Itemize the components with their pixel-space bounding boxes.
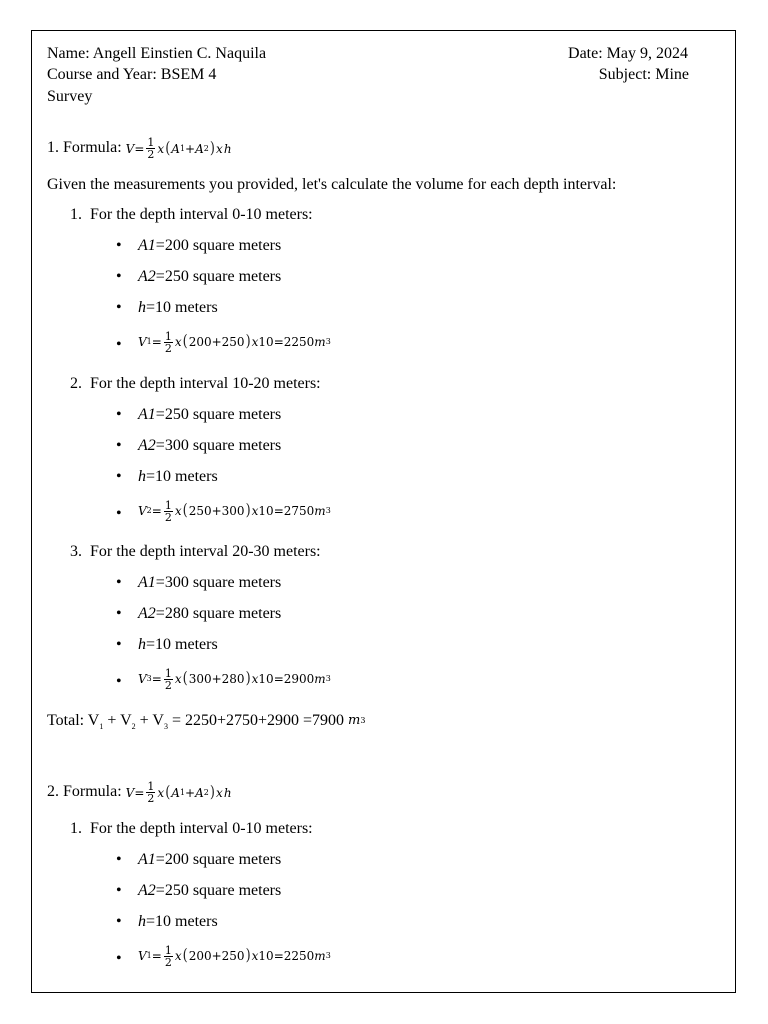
area-2-value: 300 square meters <box>164 437 282 454</box>
area-2-value: 250 square meters <box>164 882 282 899</box>
date: Date: May 9, 2024 <box>568 45 688 62</box>
bullet: • <box>116 437 122 454</box>
intro-text: Given the measurements you provided, let's calculate the volume for each depth interval: <box>47 176 617 193</box>
area-2-value: 280 square meters <box>164 605 282 622</box>
volume-result: 2250 <box>283 949 315 964</box>
interval-number: 3. <box>70 543 82 560</box>
bullet: • <box>116 605 122 622</box>
total-line: Total: $V_1 + V_2 + V_3 = 2250+2750+2900 =7900$ m 3 <box>47 712 366 732</box>
interval-title: For the depth interval 0-10 meters: <box>90 206 313 223</box>
total-values: = 2250+2750+2900 =7900 <box>167 712 349 729</box>
interval-title: For the depth interval 20-30 meters: <box>90 543 321 560</box>
total-prefix: Total: V <box>47 712 100 729</box>
volume-equation: V 2 = $\frac{1}{2}$ x ( 250+300 ) x 10= 2750 m 3 <box>138 496 331 526</box>
interval-number: 1. <box>70 820 82 837</box>
height-line: h=10 meters <box>138 468 218 485</box>
volume-result: 2900 <box>283 672 315 687</box>
area-1-line: A1=300 square meters <box>138 574 282 591</box>
volume-sum: 200+250 <box>188 335 245 350</box>
bullet: • <box>116 636 122 653</box>
volume-equation: V 1 = $\frac{1}{2}$ x ( 200+250 ) x 10= 2250 m 3 <box>138 941 331 971</box>
interval-title: For the depth interval 0-10 meters: <box>90 820 313 837</box>
bullet: • <box>116 336 122 353</box>
area-1-line: A1=200 square meters <box>138 237 282 254</box>
volume-equation: V 1 = $\frac{1}{2}$ x ( 200+250 ) x 10= 2250 m 3 <box>138 327 331 357</box>
student-name: Name: Angell Einstien C. Naquila <box>47 45 267 62</box>
interval-heading <box>70 820 313 838</box>
area-1-value: 200 square meters <box>164 237 282 254</box>
area-2-line: A2=280 square meters <box>138 605 282 622</box>
bullet: • <box>116 882 122 899</box>
height-value: 10 meters <box>155 913 218 930</box>
interval-heading <box>70 543 321 561</box>
bullet: • <box>116 505 122 522</box>
height-value: 10 meters <box>155 299 218 316</box>
height-line: h=10 meters <box>138 636 218 653</box>
bullet: • <box>116 406 122 423</box>
bullet: • <box>116 237 122 254</box>
area-1-value: 200 square meters <box>164 851 282 868</box>
area-1-line: A1=250 square meters <box>138 406 282 423</box>
formula-1-row <box>47 137 232 160</box>
bullet: • <box>116 950 122 967</box>
volume-result: 2250 <box>283 335 315 350</box>
interval-title: For the depth interval 10-20 meters: <box>90 375 321 392</box>
bullet: • <box>116 913 122 930</box>
interval-heading <box>70 206 313 224</box>
area-2-line: A2=300 square meters <box>138 437 282 454</box>
bullet: • <box>116 468 122 485</box>
area-2-line: A2=250 square meters <box>138 268 282 285</box>
area-1-value: 250 square meters <box>164 406 282 423</box>
subject-continued: Survey <box>47 88 93 105</box>
bullet: • <box>116 268 122 285</box>
document-page <box>31 30 736 993</box>
height-value: 10 meters <box>155 468 218 485</box>
interval-number: 2. <box>70 375 82 392</box>
volume-sum: 200+250 <box>188 949 245 964</box>
formula-1-label: 1. Formula: <box>47 139 122 157</box>
interval-heading <box>70 375 321 393</box>
interval-number: 1. <box>70 206 82 223</box>
area-2-value: 250 square meters <box>164 268 282 285</box>
bullet: • <box>116 299 122 316</box>
volume-sum: 250+300 <box>188 504 245 519</box>
bullet: • <box>116 851 122 868</box>
formula-1-expression: V = $\frac{1}{2}$ x ( A 1 + A 2 ) x h <box>125 136 232 161</box>
bullet: • <box>116 673 122 690</box>
volume-sum: 300+280 <box>188 672 245 687</box>
area-1-value: 300 square meters <box>164 574 282 591</box>
volume-result: 2750 <box>283 504 315 519</box>
formula-2-row <box>47 781 232 804</box>
course-year: Course and Year: BSEM 4 <box>47 66 217 83</box>
area-2-line: A2=250 square meters <box>138 882 282 899</box>
height-line: h=10 meters <box>138 299 218 316</box>
subject: Subject: Mine <box>598 66 689 83</box>
total-unit: m 3 <box>348 713 366 729</box>
area-1-line: A1=200 square meters <box>138 851 282 868</box>
height-value: 10 meters <box>155 636 218 653</box>
formula-2-label: 2. Formula: <box>47 783 122 801</box>
bullet: • <box>116 574 122 591</box>
height-line: h=10 meters <box>138 913 218 930</box>
formula-2-expression: V = $\frac{1}{2}$ x ( A 1 + A 2 ) x h <box>125 780 232 805</box>
volume-equation: V 3 = $\frac{1}{2}$ x ( 300+280 ) x 10= 2900 m 3 <box>138 664 331 694</box>
